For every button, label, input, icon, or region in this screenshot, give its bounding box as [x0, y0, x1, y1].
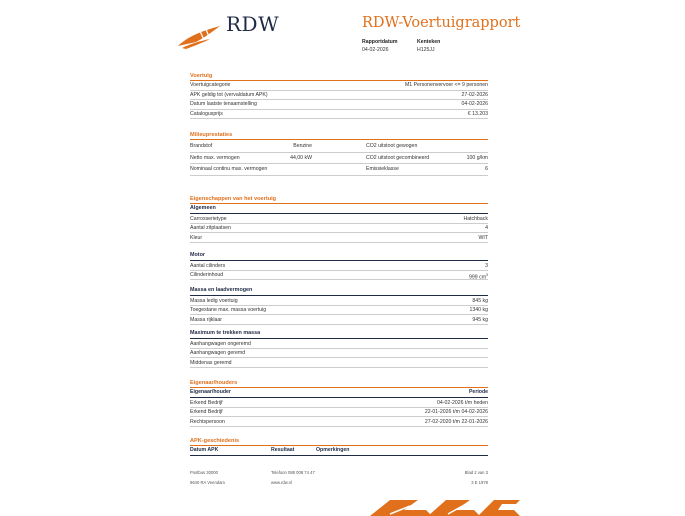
row-label: Datum laatste tenaamstelling — [190, 101, 257, 107]
column-header-datum-apk: Datum APK — [190, 447, 219, 453]
column-header-resultaat: Resultaat — [271, 447, 295, 453]
footer-postbus: Postbus 30000 — [190, 470, 218, 475]
row-label: Toegestane max. massa voertuig — [190, 307, 267, 313]
row-value: 845 kg — [472, 297, 488, 304]
meta-value-kenteken: H125JJ — [417, 47, 435, 53]
row-label: Brandstof — [190, 143, 213, 149]
row-label: Aantal cilinders — [190, 262, 226, 269]
table-row — [190, 141, 488, 153]
row-label: Massa ledig voertuig — [190, 297, 238, 304]
row-value-text: 999 cm — [469, 274, 487, 281]
table-row — [190, 398, 488, 408]
row-label: Aantal zitplaatsen — [190, 225, 231, 231]
voertuig-table — [190, 81, 488, 119]
table-row — [190, 153, 488, 165]
row-value: 27-02-2026 — [461, 91, 488, 98]
table-row — [190, 233, 488, 243]
row-value: Hatchback — [463, 215, 488, 222]
row-value: 04-02-2026 t/m heden — [436, 399, 488, 406]
section-title-apk: APK-geschiedenis — [190, 438, 240, 444]
row-value: 1340 kg — [469, 307, 488, 313]
row-label: Carrosserietype — [190, 215, 227, 222]
massa-table — [190, 296, 488, 325]
logo-text: RDW — [226, 12, 280, 36]
row-value: € 13.203 — [467, 110, 488, 117]
row-label: Kleur — [190, 234, 203, 241]
footer-code: 3 E 1978 — [471, 480, 488, 485]
milieu-table — [190, 141, 488, 176]
section-title-milieu: Milieuprestaties — [190, 132, 233, 138]
table-row — [190, 417, 488, 427]
row-value: 27-02-2020 t/m 22-01-2026 — [424, 418, 488, 425]
row-label: Nominaal continu max. vermogen — [190, 166, 268, 172]
row-value: 44,00 kW — [290, 154, 312, 161]
row-value-2: 6 — [485, 166, 488, 172]
table-row — [190, 100, 488, 110]
subsection-title-massa: Massa en laadvermogen — [190, 287, 253, 293]
table-row — [190, 349, 488, 359]
row-label: Erkend Bedrijf — [190, 399, 223, 406]
header-rule — [190, 455, 488, 456]
section-title-eigenschappen: Eigenschappen van het voertuig — [190, 196, 277, 202]
footer-address: 9640 RA Veendam — [190, 480, 225, 485]
table-row — [190, 164, 488, 176]
subsection-title-trekken: Maximum te trekken massa — [190, 330, 261, 336]
algemeen-table — [190, 214, 488, 243]
footer-page: Blad 2 van 3 — [464, 470, 488, 475]
row-label: Aanhangwagen geremd — [190, 350, 246, 356]
section-title-voertuig: Voertuig — [190, 73, 213, 79]
table-row — [190, 271, 488, 281]
table-row — [190, 358, 488, 368]
row-label: Voertuigcategorie — [190, 82, 231, 88]
footer-stripes-graphic — [370, 496, 530, 516]
table-row — [190, 296, 488, 306]
row-label: Rechtspersoon — [190, 418, 225, 425]
row-value-2: 100 g/km — [466, 154, 488, 161]
report-title: RDW-Voertuigrapport — [362, 15, 521, 31]
row-value-sup: 3 — [486, 273, 488, 277]
table-row — [190, 110, 488, 120]
table-row — [190, 214, 488, 224]
column-header-opmerkingen: Opmerkingen — [316, 447, 350, 453]
column-header-periode: Periode — [468, 389, 488, 395]
trekken-table — [190, 339, 488, 368]
row-value — [469, 272, 488, 281]
footer-website: www.rdw.nl — [271, 480, 292, 485]
row-label: Netto max. vermogen — [190, 154, 240, 161]
row-value: M1 Personenvervoer <= 9 personen — [404, 82, 488, 88]
table-row — [190, 408, 488, 418]
table-row — [190, 91, 488, 101]
table-row — [190, 315, 488, 325]
rdw-logo — [176, 12, 280, 48]
row-label: Erkend Bedrijf — [190, 409, 223, 415]
row-label-2: CO2 uitstoot gewogen — [366, 143, 418, 149]
row-label-2: Emissieklasse — [366, 166, 399, 172]
row-label-2: CO2 uitstoot gecombineerd — [366, 154, 430, 161]
row-value: 3 — [485, 262, 488, 269]
table-row — [190, 261, 488, 271]
column-header-eigenaar: Eigenaar/houder — [190, 389, 231, 395]
section-title-eigenaar: Eigenaar/houders — [190, 380, 238, 386]
table-row — [190, 339, 488, 349]
footer-telefoon: Telefoon 088 008 74 47 — [271, 470, 315, 475]
rdw-logo-icon — [176, 24, 226, 52]
row-label: Massa rijklaar — [190, 316, 222, 323]
subsection-title-motor: Motor — [190, 252, 205, 258]
row-label: Catalogusprijs — [190, 110, 223, 117]
row-label: Aanhangwagen ongeremd — [190, 340, 251, 347]
motor-table — [190, 261, 488, 280]
row-value: WIT — [478, 234, 488, 241]
section-rule — [190, 387, 488, 388]
row-value: 22-01-2026 t/m 04-02-2026 — [424, 409, 488, 415]
meta-value-rapportdatum: 04-02-2026 — [362, 47, 389, 53]
row-label: Middenas geremd — [190, 359, 232, 366]
meta-label-kenteken: Kenteken — [417, 39, 441, 45]
row-value: 04-02-2026 — [461, 101, 488, 107]
row-value: Benzine — [293, 143, 312, 149]
section-rule — [190, 203, 488, 204]
eigenaar-table — [190, 398, 488, 427]
row-value: 4 — [485, 225, 488, 231]
meta-label-rapportdatum: Rapportdatum — [362, 39, 398, 45]
table-row — [190, 224, 488, 234]
section-rule — [190, 139, 488, 140]
row-label: Cilinderinhoud — [190, 272, 224, 278]
table-row — [190, 306, 488, 316]
row-value: 945 kg — [472, 316, 488, 323]
table-row — [190, 81, 488, 91]
section-rule — [190, 445, 488, 446]
subsection-title-algemeen: Algemeen — [190, 205, 216, 211]
row-label: APK geldig tot (vervaldatum APK) — [190, 91, 268, 98]
